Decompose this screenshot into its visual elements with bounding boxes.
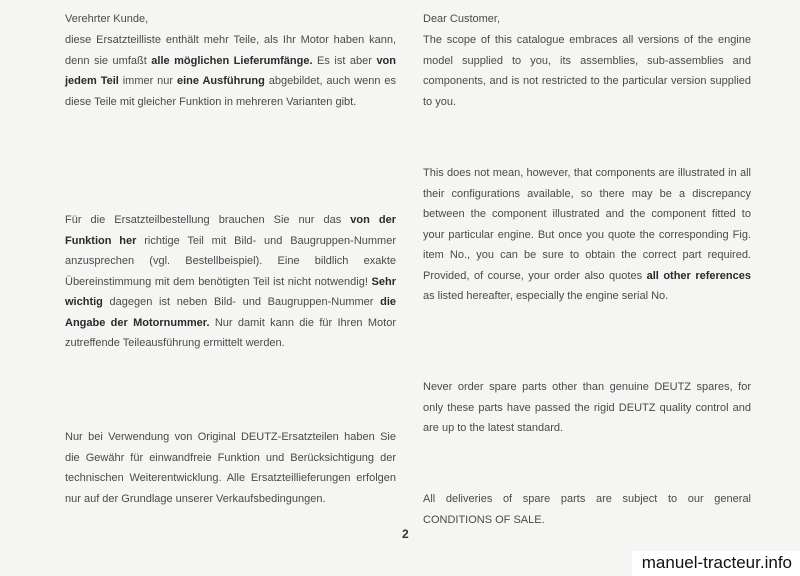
bold-text: eine Ausführung [176, 75, 265, 87]
watermark: manuel-tracteur.info [632, 551, 800, 576]
text: Es ist aber [312, 54, 377, 67]
text: Nur damit kann die für Ihren Motor zutreffende Teileausführung ermittelt werden. [65, 316, 396, 349]
text: as listed hereafter, especially the engine serial No. [423, 290, 669, 302]
german-paragraph-3: Nur bei Verwendung von Original DEUTZ-Ersatzteilen haben Sie die Gewähr für einwandfreie Funktion und Berücksichtigung der technischen Weiterentwicklung. Alle Ersatzteillieferungen erfolgen nur auf der Grundlage unserer Verkaufsbedingungen. [65, 431, 396, 505]
english-greeting-block [423, 9, 751, 30]
text: This does not mean, however, that components are illustrated in all their configurations available, so there may be a discrepancy between the component illustrated and the component fitted to your particular engine. But once you quote the corresponding Fig. item No., you can be sure to obtain the correct part required. Provided, of course, your order also quotes [423, 167, 751, 282]
english-paragraph-2 [423, 163, 751, 307]
text: abgebildet, auch wenn es diese Teile mit gleicher Funktion in mehreren Varianten gibt. [65, 75, 396, 108]
german-greeting: Verehrter Kunde, [65, 13, 149, 25]
text: richtige Teil mit Bild- und Baugruppen-Nummer anzusprechen (vgl. Bestellbeispiel). Eine bildlich exakte Übereinstimmung mit dem benötigten Teil ist nicht notwendig! [65, 234, 396, 288]
german-greeting-block [65, 9, 396, 30]
bold-text: alle möglichen Lieferumfänge. [151, 54, 313, 67]
page-number: 2 [402, 527, 409, 541]
english-paragraph-3: Never order spare parts other than genuine DEUTZ spares, for only these parts have passed the rigid DEUTZ quality control and are up to the latest standard. [423, 381, 751, 434]
text: diese Ersatzteilliste enthält mehr Teile, als Ihr Motor haben kann, denn sie umfaßt [65, 34, 396, 67]
text: Für die Ersatzteilbestellung brauchen Sie nur das [65, 214, 351, 226]
text: immer nur [118, 75, 177, 87]
english-greeting: Dear Customer, [423, 13, 501, 25]
bold-text: von jedem Teil [65, 54, 396, 87]
english-paragraph-4: All deliveries of spare parts are subject to our general CONDITIONS OF SALE. [423, 493, 751, 526]
bold-text: all other references [646, 269, 751, 282]
bold-text: die Angabe der Motornummer. [65, 296, 396, 329]
english-paragraph-1: The scope of this catalogue embraces all versions of the engine model supplied to you, its assemblies, sub-assemblies and components, and is not restricted to the particular version supplied to you. [423, 34, 751, 108]
german-paragraph-1 [65, 30, 396, 112]
text: dagegen ist neben Bild- und Baugruppen-Nummer [102, 296, 381, 308]
bold-text: Sehr wichtig [65, 275, 396, 308]
bold-text: von der Funktion her [65, 214, 396, 247]
german-paragraph-2 [65, 210, 396, 354]
